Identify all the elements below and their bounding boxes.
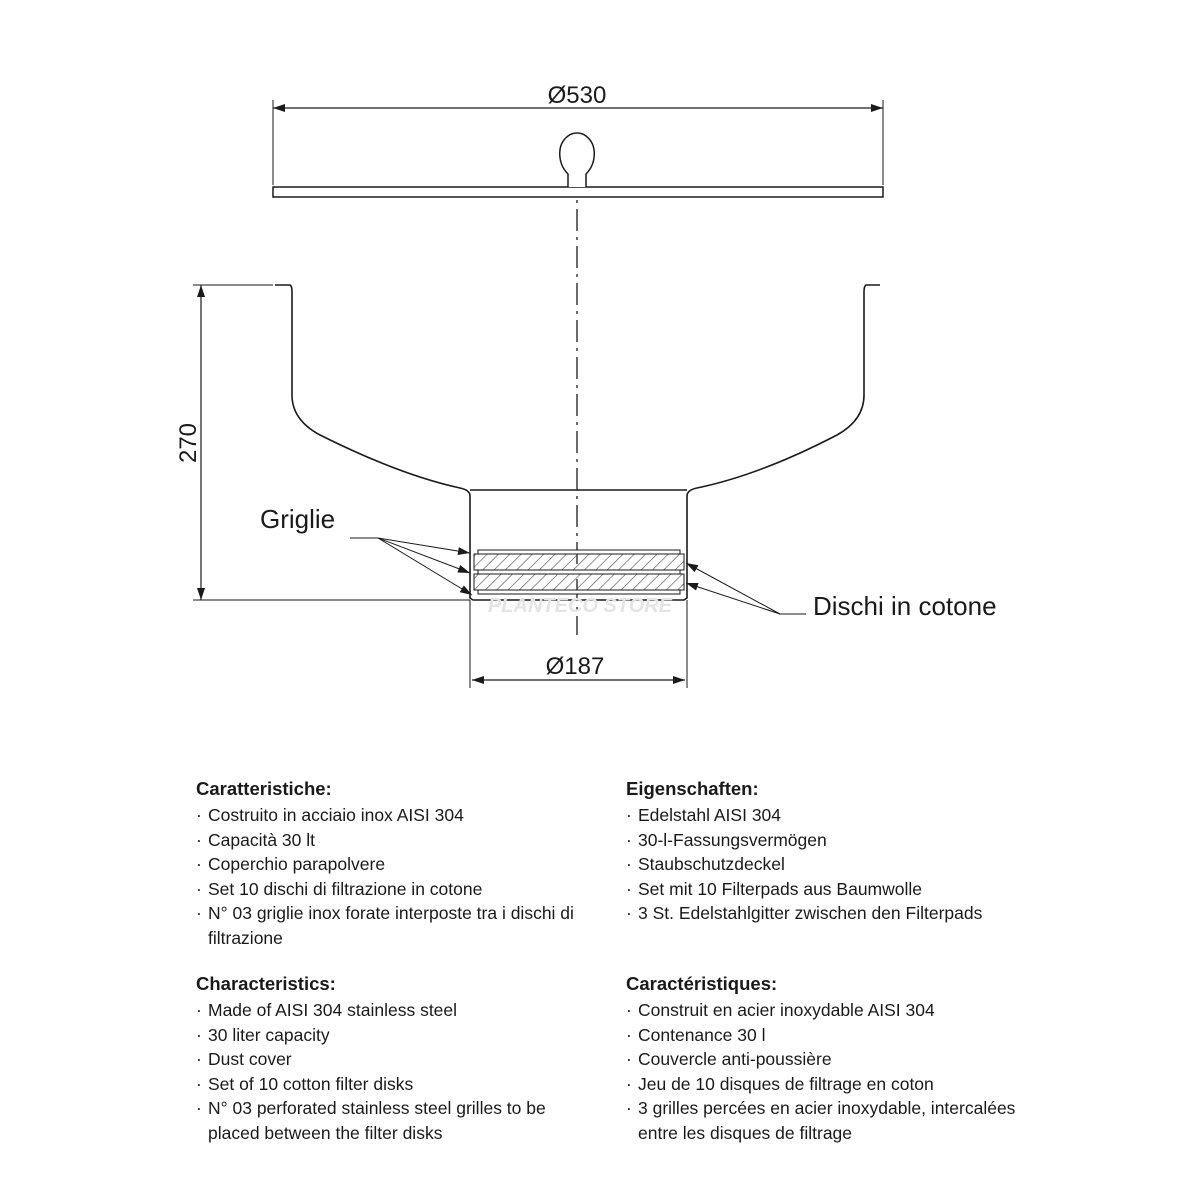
grille (478, 550, 680, 554)
specs-english (196, 972, 596, 1145)
dust-cover-lid (273, 133, 883, 197)
list-item: · Capacità 30 lt (196, 828, 596, 853)
specs-english-title: Characteristics: (196, 973, 336, 994)
specs-german-title: Eigenschaften: (626, 778, 759, 799)
watermark: PLANTECO STORE (487, 595, 673, 617)
list-item: · Construit en acier inoxydable AISI 304 (626, 998, 1026, 1023)
list-item: · Staubschutzdeckel (626, 852, 1026, 877)
list-item: · N° 03 perforated stainless steel grilles to be placed between the filter disks (196, 1096, 596, 1145)
list-item: · Set 10 dischi di filtrazione in cotone (196, 877, 596, 902)
list-item: · Costruito in acciaio inox AISI 304 (196, 803, 596, 828)
list-item: · 3 St. Edelstahlgitter zwischen den Filterpads (626, 901, 1026, 926)
list-item: · Jeu de 10 disques de filtrage en coton (626, 1072, 1026, 1097)
cotton-disc (474, 554, 684, 570)
lid-diameter-label: Ø530 (547, 82, 607, 109)
specs-italian (196, 777, 596, 950)
list-item: · N° 03 griglie inox forate interposte tra i dischi di filtrazione (196, 901, 596, 950)
list-item: · 3 grilles percées en acier inoxydable, intercalées entre les disques de filtrage (626, 1096, 1026, 1145)
height-label: 270 (175, 422, 202, 464)
grille (478, 590, 680, 594)
list-item: · Set mit 10 Filterpads aus Baumwolle (626, 877, 1026, 902)
list-item: · Couvercle anti-poussière (626, 1047, 1026, 1072)
specs-french (626, 972, 1026, 1145)
specs-french-title: Caractéristiques: (626, 973, 778, 994)
cotton-disc (474, 574, 684, 590)
cotton-discs-label: Dischi in cotone (813, 591, 997, 621)
grille (478, 570, 680, 574)
lid-knob (560, 133, 595, 187)
list-item: · Contenance 30 l (626, 1023, 1026, 1048)
list-item: · Edelstahl AISI 304 (626, 803, 1026, 828)
cotton-discs-callout (686, 563, 997, 621)
outlet-diameter-label: Ø187 (545, 653, 605, 680)
list-item: · 30-l-Fassungsvermögen (626, 828, 1026, 853)
list-item: · Set of 10 cotton filter disks (196, 1072, 596, 1097)
specs-german (626, 777, 1026, 926)
filter-stack (474, 550, 684, 594)
list-item: · 30 liter capacity (196, 1023, 596, 1048)
height-dimension (175, 285, 470, 600)
list-item: · Dust cover (196, 1047, 596, 1072)
list-item: · Coperchio parapolvere (196, 852, 596, 877)
list-item: · Made of AISI 304 stainless steel (196, 998, 596, 1023)
grilles-callout (260, 504, 472, 595)
specs-italian-title: Caratteristiche: (196, 778, 332, 799)
grilles-label: Griglie (260, 504, 336, 534)
